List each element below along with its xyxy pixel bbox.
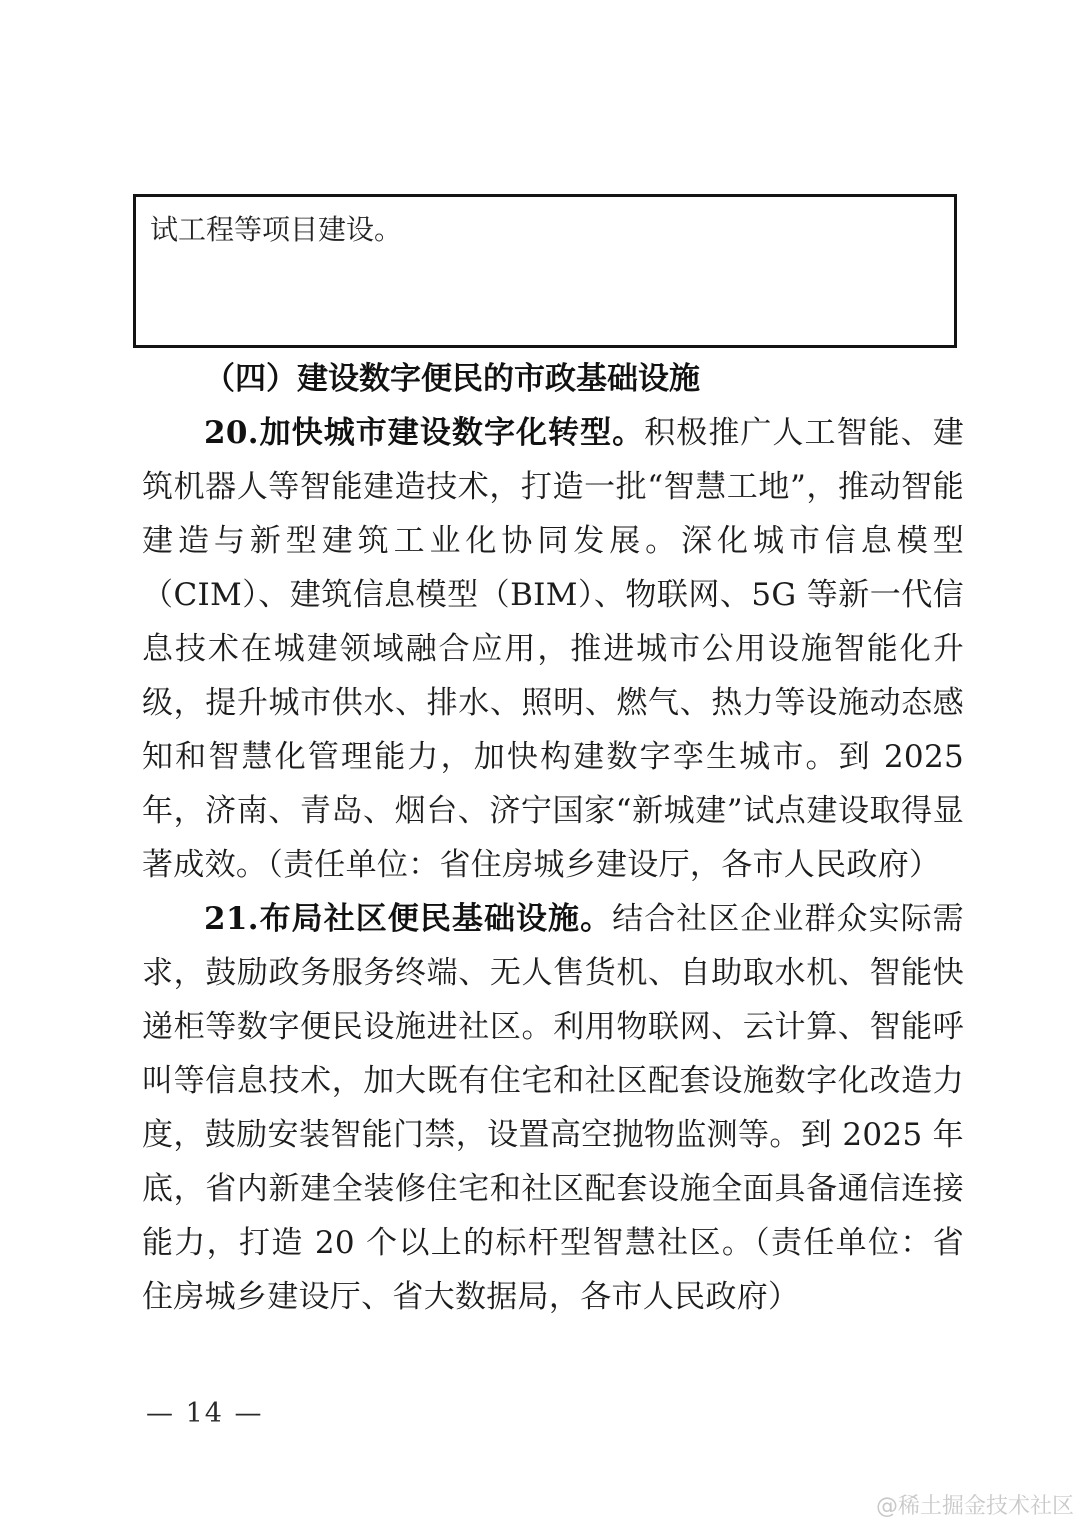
paragraph-item-20-lead: 20.加快城市建设数字化转型。 [204, 415, 645, 451]
framed-text-box-content: 试工程等项目建设。 [150, 213, 403, 246]
section-heading: （四）建设数字便民的市政基础设施 [204, 361, 700, 397]
paragraph-item-21 [142, 892, 964, 1324]
document-content [142, 352, 964, 1324]
paragraph-item-20 [142, 406, 964, 892]
framed-text-box [133, 194, 957, 348]
page-number: — 14 — [146, 1398, 264, 1429]
paragraph-item-21-lead: 21.布局社区便民基础设施。 [204, 901, 613, 937]
paragraph-item-20-body: 积极推广人工智能、建筑机器人等智能建造技术，打造一批“智慧工地”，推动智能建造与新型建筑工业化协同发展。深化城市信息模型（CIM）、建筑信息模型（BIM）、物联网、5G 等新一代信息技术在城建领域融合应用，推进城市公用设施智能化升级，提升城市供水、排水、照明、燃气、热力等设施动态感知和智慧化管理能力，加快构建数字孪生城市。到 2025 年，济南、青岛、烟台、济宁国家“新城建”试点建设取得显著成效。（责任单位：省住房城乡建设厅，各市人民政府） [142, 415, 964, 883]
paragraph-item-21-body: 结合社区企业群众实际需求，鼓励政务服务终端、无人售货机、自助取水机、智能快递柜等数字便民设施进社区。利用物联网、云计算、智能呼叫等信息技术，加大既有住宅和社区配套设施数字化改造力度，鼓励安装智能门禁，设置高空抛物监测等。到 2025 年底，省内新建全装修住宅和社区配套设施全面具备通信连接能力，打造 20 个以上的标杆型智慧社区。（责任单位：省住房城乡建设厅、省大数据局，各市人民政府） [142, 901, 964, 1315]
watermark: @稀土掘金技术社区 [875, 1494, 1074, 1519]
